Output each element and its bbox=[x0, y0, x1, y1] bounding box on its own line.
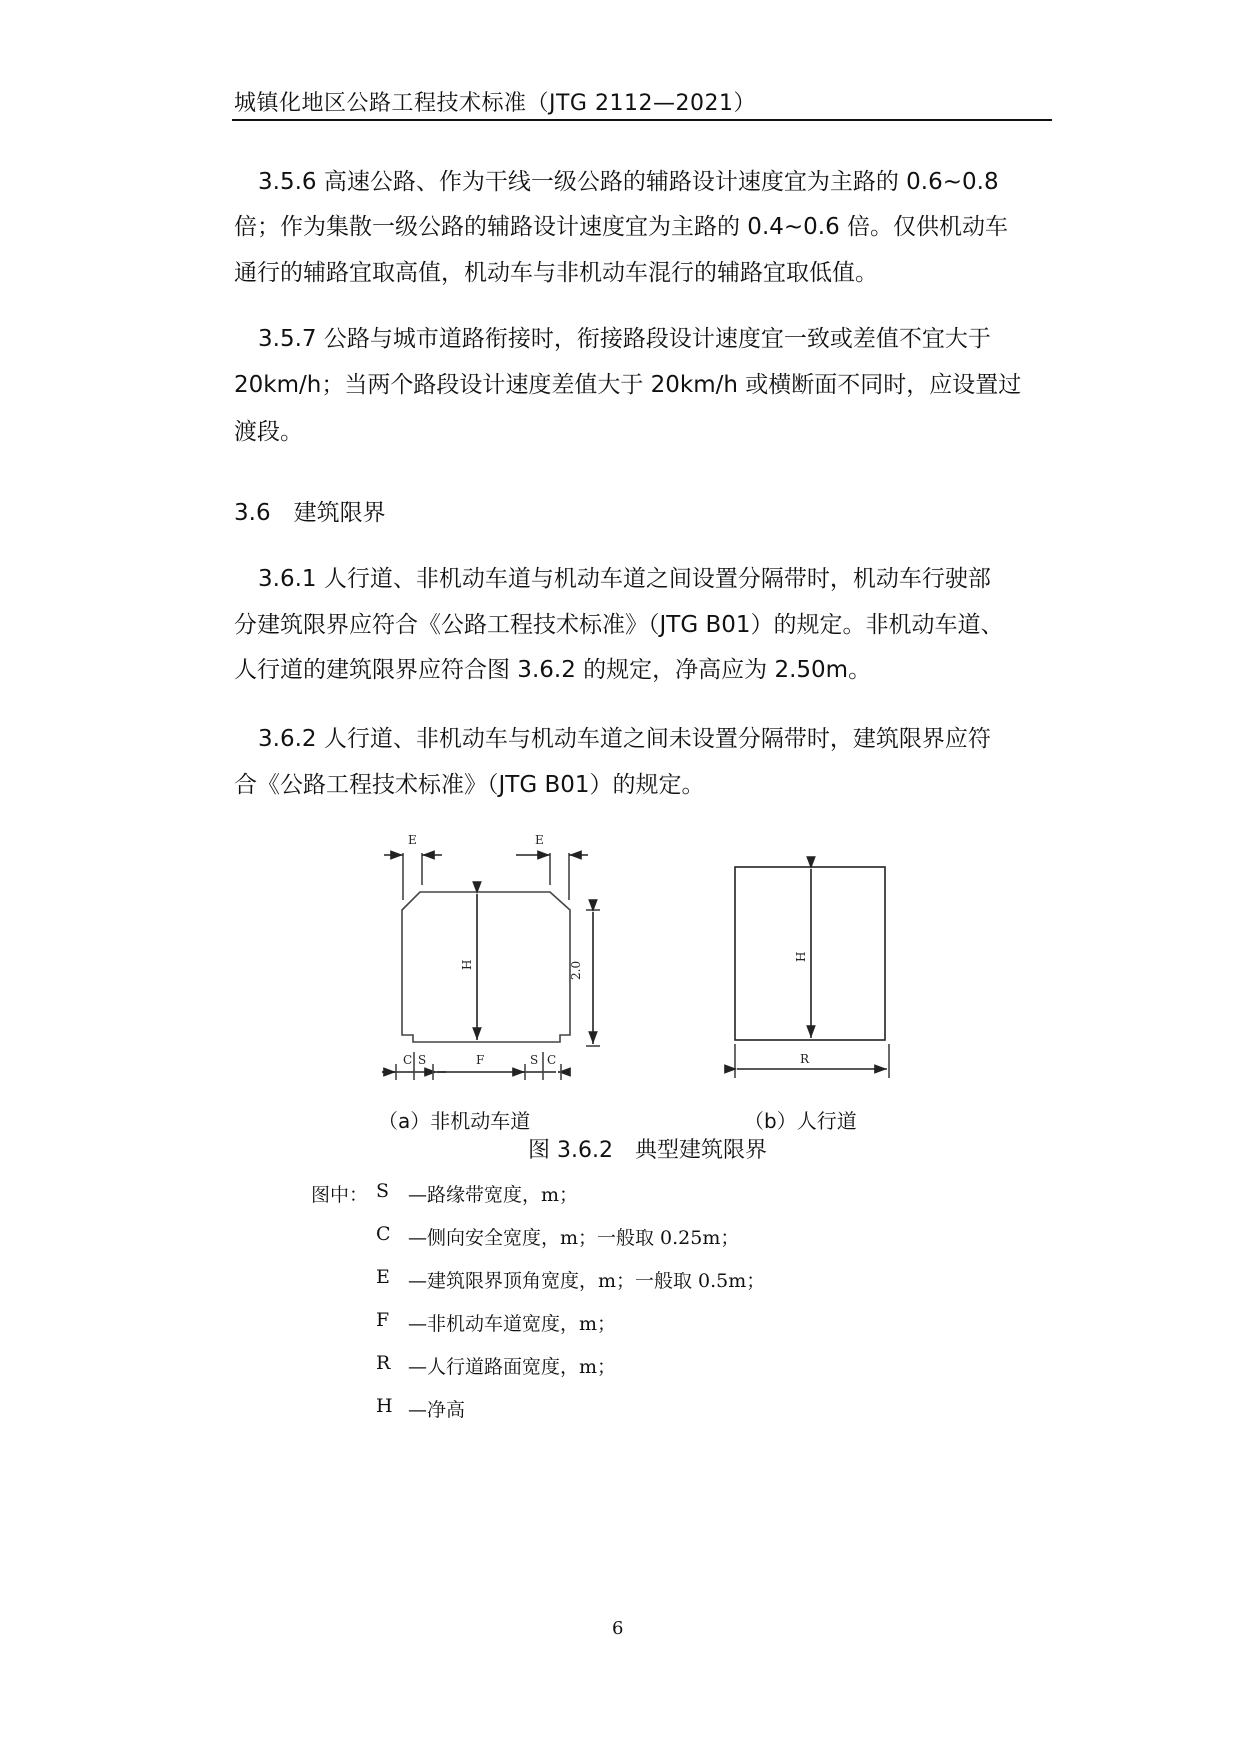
legend-description: —路缘带宽度，m； bbox=[408, 1184, 579, 1206]
legend-description: —人行道路面宽度，m； bbox=[408, 1356, 617, 1378]
legend-symbol: F bbox=[376, 1309, 390, 1331]
legend-symbol: E bbox=[376, 1266, 390, 1288]
label-r: R bbox=[800, 1052, 810, 1066]
clause-line: 通行的辅路宜取高值，机动车与非机动车混行的辅路宜取低值。 bbox=[234, 260, 878, 286]
section-heading-3-6: 3.6 建筑限界 bbox=[234, 500, 386, 526]
legend-symbol: C bbox=[376, 1223, 391, 1245]
label-c-left: C bbox=[403, 1053, 413, 1067]
clause-line: 3.6.1 人行道、非机动车道与机动车道之间设置分隔带时，机动车行驶部 bbox=[258, 566, 991, 592]
figure-title: 图 3.6.2 典型建筑限界 bbox=[528, 1138, 767, 1163]
label-h-a: H bbox=[460, 959, 474, 970]
legend-description: —建筑限界顶角宽度，m；一般取 0.5m； bbox=[408, 1270, 766, 1292]
page-number: 6 bbox=[612, 1618, 624, 1639]
clause-line: 3.5.6 高速公路、作为干线一级公路的辅路设计速度宜为主路的 0.6~0.8 bbox=[258, 169, 999, 195]
clearance-outline-b bbox=[735, 867, 885, 1040]
clause-line: 3.5.7 公路与城市道路衔接时，衔接路段设计速度宜一致或差值不宜大于 bbox=[258, 326, 991, 352]
label-height-2-0: 2.0 bbox=[569, 960, 583, 980]
legend-description: —净高 bbox=[408, 1399, 466, 1421]
clause-line: 分建筑限界应符合《公路工程技术标准》（JTG B01）的规定。非机动车道、 bbox=[234, 612, 1004, 638]
legend-description: —侧向安全宽度，m；一般取 0.25m； bbox=[408, 1227, 740, 1249]
running-header: 城镇化地区公路工程技术标准（JTG 2112—2021） bbox=[234, 91, 756, 116]
clause-line: 3.6.2 人行道、非机动车与机动车道之间未设置分隔带时，建筑限界应符 bbox=[258, 726, 991, 752]
clearance-outline-a bbox=[402, 892, 570, 1042]
legend-symbol: R bbox=[376, 1352, 391, 1374]
label-e-right: E bbox=[535, 833, 544, 847]
legend-symbol: S bbox=[376, 1180, 390, 1202]
clause-line: 合《公路工程技术标准》（JTG B01）的规定。 bbox=[234, 772, 705, 798]
clause-line: 渡段。 bbox=[234, 419, 303, 445]
label-s-right: S bbox=[530, 1053, 539, 1067]
diagram-b-sidewalk bbox=[735, 867, 889, 1078]
clause-line: 倍；作为集散一级公路的辅路设计速度宜为主路的 0.4~0.6 倍。仅供机动车 bbox=[234, 214, 1009, 240]
label-f: F bbox=[476, 1053, 485, 1067]
caption-a: （a）非机动车道 bbox=[378, 1109, 531, 1133]
header-rule bbox=[232, 119, 1052, 121]
label-h-b: H bbox=[794, 951, 808, 962]
legend-symbol: H bbox=[376, 1395, 393, 1417]
label-s-left: S bbox=[418, 1053, 427, 1067]
caption-b: （b）人行道 bbox=[744, 1109, 857, 1133]
label-e-left: E bbox=[408, 833, 417, 847]
diagram-a-bicycle-lane bbox=[382, 853, 600, 1080]
label-c-right: C bbox=[547, 1053, 557, 1067]
legend-description: —非机动车道宽度，m； bbox=[408, 1313, 617, 1335]
clause-line: 20km/h；当两个路段设计速度差值大于 20km/h 或横断面不同时，应设置过 bbox=[234, 372, 1022, 398]
legend-prefix: 图中： bbox=[311, 1184, 369, 1206]
clause-line: 人行道的建筑限界应符合图 3.6.2 的规定，净高应为 2.50m。 bbox=[234, 657, 872, 683]
